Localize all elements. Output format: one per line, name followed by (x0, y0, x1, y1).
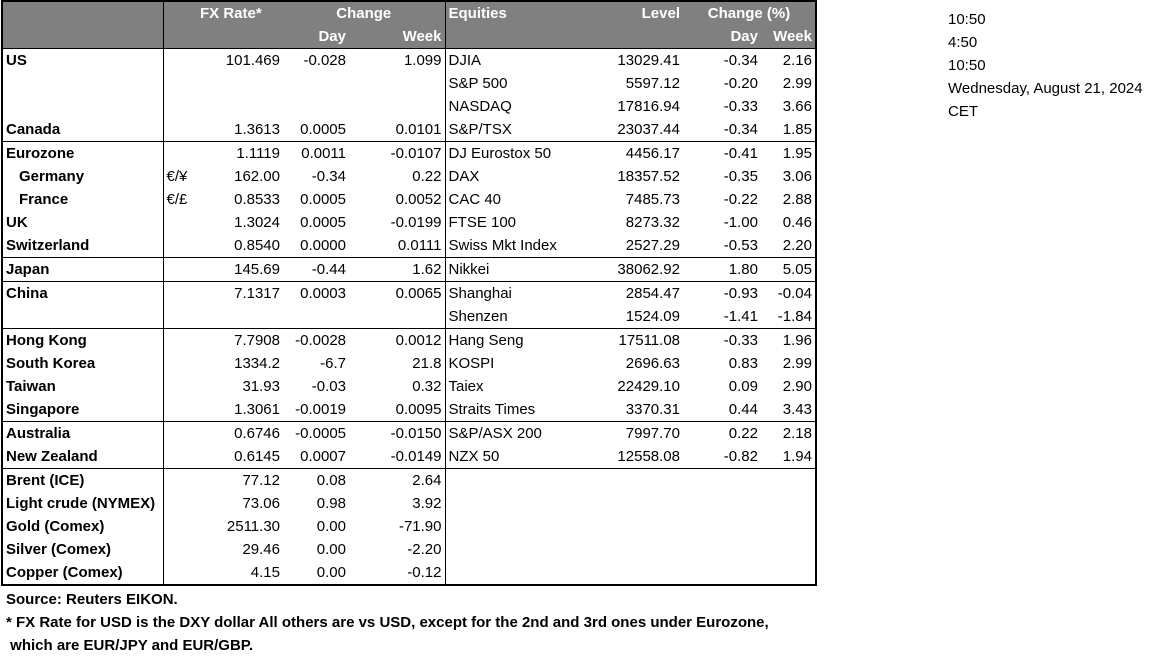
equity-level: 3370.31 (625, 401, 680, 418)
table-row (2, 234, 816, 258)
table-row (2, 258, 816, 282)
equity-index-name: S&P 500 (445, 72, 571, 95)
country-name: UK (2, 211, 163, 234)
currency-pair-symbol (163, 142, 197, 166)
equity-day-change: -0.20 (723, 75, 758, 92)
commodity-day-change: 0.00 (316, 541, 346, 558)
fx-week-change: 1.62 (349, 258, 445, 282)
equity-week-change: 2.90 (782, 378, 812, 395)
country-name: Taiwan (2, 375, 163, 398)
fx-day-change: 0.0011 (283, 142, 349, 166)
commodity-name: Brent (ICE) (2, 469, 163, 493)
country-name: Germany (2, 165, 163, 188)
equity-index-name: NASDAQ (445, 95, 571, 118)
table-row (2, 142, 816, 166)
fx-day-change: 0.0003 (283, 282, 349, 306)
currency-pair-symbol (163, 329, 197, 353)
currency-pair-symbol (163, 118, 197, 142)
eq-day-header: Day (683, 25, 761, 49)
fx-week-change: 0.0095 (395, 401, 442, 418)
equity-level: 2854.47 (571, 282, 683, 306)
country-name: Singapore (2, 398, 163, 422)
table-row (2, 305, 816, 329)
equity-level: 22429.10 (617, 378, 680, 395)
fx-day-change: -0.028 (283, 49, 349, 73)
table-row (2, 165, 816, 188)
equity-level: 12558.08 (617, 448, 680, 465)
fx-rate-value (197, 72, 283, 95)
currency-pair-symbol (163, 258, 197, 282)
equity-day-change: -0.33 (723, 98, 758, 115)
fx-day-change: -0.0005 (283, 422, 349, 446)
equity-level: 17511.08 (571, 329, 683, 353)
fx-day-change: 0.0005 (300, 121, 346, 138)
equity-day-change: 1.80 (683, 258, 761, 282)
fx-week-change: 0.0111 (397, 237, 442, 254)
equity-day-change: -0.41 (683, 142, 761, 166)
fx-week-change: -0.0150 (349, 422, 445, 446)
fx-week-change: -0.0199 (390, 214, 442, 231)
equity-day-change: -0.82 (723, 448, 758, 465)
equity-week-change: 2.99 (782, 355, 812, 372)
empty-cell (163, 492, 197, 515)
equity-index-name: S&P/ASX 200 (445, 422, 571, 446)
country-name (2, 72, 163, 95)
fx-rate-value (197, 305, 283, 329)
equity-week-change: 2.18 (761, 422, 816, 446)
empty-cell (163, 469, 197, 493)
table-row (2, 329, 816, 353)
fx-rate-value: 0.6746 (197, 422, 283, 446)
equity-level: 2527.29 (625, 237, 680, 254)
equity-level: 4456.17 (571, 142, 683, 166)
country-name: South Korea (2, 352, 163, 375)
currency-pair-symbol (163, 282, 197, 306)
fx-week-change (349, 95, 445, 118)
market-data-table (1, 0, 817, 586)
equity-week-change: -0.04 (761, 282, 816, 306)
country-name: Hong Kong (2, 329, 163, 353)
fx-rate-value (197, 95, 283, 118)
commodity-price: 29.46 (242, 541, 280, 558)
commodity-name: Gold (Comex) (2, 515, 163, 538)
table-row (2, 72, 816, 95)
table-row (2, 95, 816, 118)
fx-day-change: 0.0005 (300, 191, 346, 208)
commodity-name: Light crude (NYMEX) (2, 492, 163, 515)
equity-index-name: DJ Eurostox 50 (445, 142, 571, 166)
fx-rate-value: 0.6145 (234, 448, 280, 465)
equity-index-name: Straits Times (445, 398, 571, 422)
equity-index-name: CAC 40 (445, 188, 571, 211)
equity-week-change: 2.16 (761, 49, 816, 73)
currency-pair-symbol (163, 305, 197, 329)
fx-week-change: 0.0065 (349, 282, 445, 306)
fx-day-change: 0.0005 (300, 214, 346, 231)
equity-level: 23037.44 (617, 121, 680, 138)
commodity-day-change: 0.00 (316, 564, 346, 581)
equity-index-name: Shanghai (445, 282, 571, 306)
eq-week-header: Week (761, 25, 816, 49)
level-header: Level (571, 1, 683, 25)
fx-week-change: 0.32 (412, 378, 442, 395)
commodity-week-change: -71.90 (398, 518, 442, 535)
header-row-2 (2, 25, 816, 49)
equity-index-name: NZX 50 (445, 445, 571, 469)
equity-level: 5597.12 (625, 75, 680, 92)
fx-week-change: -0.0149 (390, 448, 442, 465)
commodity-row (2, 469, 816, 493)
empty-cell (163, 561, 197, 585)
country-name: US (2, 49, 163, 73)
equity-index-name: Taiex (445, 375, 571, 398)
equity-day-change: -0.22 (723, 191, 758, 208)
equity-day-change: -0.53 (723, 237, 758, 254)
equities-header: Equities (445, 1, 571, 25)
equity-index-name: Nikkei (445, 258, 571, 282)
fx-rate-value: 0.8533 (234, 191, 280, 208)
country-name: New Zealand (2, 445, 163, 469)
country-name (2, 95, 163, 118)
table-row (2, 188, 816, 211)
fx-day-change: -0.34 (311, 168, 346, 185)
country-name: Japan (2, 258, 163, 282)
commodity-price: 73.06 (242, 495, 280, 512)
fx-rate-value: 7.7908 (197, 329, 283, 353)
fx-rate-value: 145.69 (197, 258, 283, 282)
country-name: Australia (2, 422, 163, 446)
table-row (2, 422, 816, 446)
equity-day-change: 0.83 (728, 355, 758, 372)
commodity-week-change: -0.12 (407, 564, 442, 581)
fx-day-change: 0.0000 (300, 237, 346, 254)
equity-index-name: Swiss Mkt Index (445, 234, 571, 258)
fx-day-header: Day (283, 25, 349, 49)
fx-day-change: -6.7 (320, 355, 346, 372)
currency-pair-symbol (163, 72, 197, 95)
commodity-price: 77.12 (197, 469, 283, 493)
table-row (2, 282, 816, 306)
currency-pair-symbol (163, 95, 197, 118)
equity-level: 17816.94 (617, 98, 680, 115)
fx-rate-value: 1.1119 (197, 142, 283, 166)
fx-day-change: -0.0019 (295, 401, 346, 418)
fx-rate-value: 1334.2 (234, 355, 280, 372)
country-name: Switzerland (2, 234, 163, 258)
table-row (2, 49, 816, 73)
equity-level: 38062.92 (571, 258, 683, 282)
country-name: Canada (2, 118, 163, 142)
fx-day-change (283, 72, 349, 95)
equity-index-name: S&P/TSX (445, 118, 571, 142)
fx-day-change: 0.0007 (300, 448, 346, 465)
equity-week-change: 2.20 (782, 237, 812, 254)
equity-index-name: Hang Seng (445, 329, 571, 353)
equity-index-name: DJIA (445, 49, 571, 73)
fx-week-change: 1.099 (349, 49, 445, 73)
equity-index-name: KOSPI (445, 352, 571, 375)
fx-week-change: 0.0012 (349, 329, 445, 353)
table-row (2, 398, 816, 422)
source-note: Source: Reuters EIKON. (6, 591, 178, 608)
equity-level: 13029.41 (571, 49, 683, 73)
equity-day-change: -0.33 (683, 329, 761, 353)
side-info-line: CET (948, 103, 978, 120)
equity-day-change: -0.93 (683, 282, 761, 306)
empty-cell (163, 515, 197, 538)
commodity-day-change: 0.98 (316, 495, 346, 512)
currency-pair-symbol (163, 422, 197, 446)
equity-day-change: -0.34 (683, 49, 761, 73)
equity-level: 1524.09 (625, 308, 680, 325)
equity-day-change: -1.41 (723, 308, 758, 325)
change-header: Change (283, 1, 445, 25)
fx-rate-value: 1.3024 (234, 214, 280, 231)
commodity-price: 4.15 (250, 564, 280, 581)
fx-week-change (349, 305, 445, 329)
equity-day-change: 0.44 (728, 401, 758, 418)
currency-pair-symbol: €/¥ (166, 168, 188, 185)
currency-pair-symbol (163, 375, 197, 398)
equity-level: 7997.70 (571, 422, 683, 446)
side-info-line: Wednesday, August 21, 2024 (948, 80, 1143, 97)
equity-week-change: 0.46 (782, 214, 812, 231)
fx-week-change: 0.0052 (395, 191, 442, 208)
equity-day-change: -0.34 (723, 121, 758, 138)
equity-level: 2696.63 (625, 355, 680, 372)
fx-rate-value: 162.00 (234, 168, 280, 185)
side-info-line: 4:50 (948, 34, 978, 51)
fx-footnote-line-2: which are EUR/JPY and EUR/GBP. (6, 637, 254, 654)
currency-pair-symbol (163, 398, 197, 422)
equity-level: 7485.73 (625, 191, 680, 208)
fx-rate-value: 101.469 (197, 49, 283, 73)
fx-week-change: -0.0107 (349, 142, 445, 166)
fx-rate-value: 31.93 (242, 378, 280, 395)
fx-week-change: 0.22 (412, 168, 442, 185)
equity-week-change: 3.66 (782, 98, 812, 115)
fx-week-change (349, 72, 445, 95)
fx-rate-value: 1.3061 (234, 401, 280, 418)
fx-week-change: 0.0101 (395, 121, 442, 138)
equity-week-change: 3.06 (782, 168, 812, 185)
commodity-name: Silver (Comex) (2, 538, 163, 561)
side-info-line: 10:50 (948, 11, 986, 28)
fx-rate-value: 1.3613 (234, 121, 280, 138)
fx-week-change: 21.8 (412, 355, 442, 372)
equity-week-change: 1.95 (761, 142, 816, 166)
equity-day-change: 0.22 (683, 422, 761, 446)
footnotes (6, 588, 769, 657)
table-row (2, 118, 816, 142)
commodity-week-change: -2.20 (407, 541, 442, 558)
commodity-name: Copper (Comex) (2, 561, 163, 585)
commodity-day-change: 0.08 (283, 469, 349, 493)
equity-week-change: -1.84 (777, 308, 812, 325)
equity-day-change: 0.09 (728, 378, 758, 395)
fx-day-change (283, 305, 349, 329)
side-info-panel (948, 8, 1143, 123)
equity-week-change: 1.85 (782, 121, 812, 138)
country-name: Eurozone (2, 142, 163, 166)
table-row (2, 352, 816, 375)
fx-day-change (283, 95, 349, 118)
equity-level: 8273.32 (625, 214, 680, 231)
commodity-price: 2511.30 (226, 518, 280, 535)
currency-pair-symbol (163, 234, 197, 258)
commodity-day-change: 0.00 (316, 518, 346, 535)
currency-pair-symbol: €/£ (166, 191, 188, 208)
equities-blank-area (445, 469, 816, 586)
side-info-line: 10:50 (948, 57, 986, 74)
table-row (2, 445, 816, 469)
header-row-1 (2, 1, 816, 25)
table-row (2, 211, 816, 234)
equity-day-change: -0.35 (723, 168, 758, 185)
currency-pair-symbol (163, 211, 197, 234)
equity-week-change: 5.05 (761, 258, 816, 282)
commodity-week-change: 2.64 (349, 469, 445, 493)
fx-rate-value: 7.1317 (197, 282, 283, 306)
fx-rate-value: 0.8540 (234, 237, 280, 254)
fx-rate-header: FX Rate* (197, 1, 283, 25)
change-pct-header: Change (%) (683, 1, 816, 25)
country-name: China (2, 282, 163, 306)
equity-index-name: FTSE 100 (445, 211, 571, 234)
country-name (2, 305, 163, 329)
equity-index-name: DAX (445, 165, 571, 188)
equity-day-change: -1.00 (723, 214, 758, 231)
commodity-week-change: 3.92 (412, 495, 442, 512)
fx-footnote-line-1: * FX Rate for USD is the DXY dollar All others are vs USD, except for the 2nd and 3rd ones under Eurozone, (6, 614, 769, 631)
fx-week-header: Week (349, 25, 445, 49)
currency-pair-symbol (163, 352, 197, 375)
equity-week-change: 3.43 (782, 401, 812, 418)
equity-week-change: 1.96 (761, 329, 816, 353)
equity-week-change: 2.99 (782, 75, 812, 92)
country-name: France (2, 188, 163, 211)
fx-day-change: -0.44 (283, 258, 349, 282)
equity-level: 18357.52 (617, 168, 680, 185)
equity-week-change: 1.94 (782, 448, 812, 465)
empty-cell (163, 538, 197, 561)
fx-day-change: -0.03 (311, 378, 346, 395)
table-row (2, 375, 816, 398)
fx-day-change: -0.0028 (283, 329, 349, 353)
equity-week-change: 2.88 (782, 191, 812, 208)
currency-pair-symbol (163, 445, 197, 469)
currency-pair-symbol (163, 49, 197, 73)
equity-index-name: Shenzen (445, 305, 571, 329)
